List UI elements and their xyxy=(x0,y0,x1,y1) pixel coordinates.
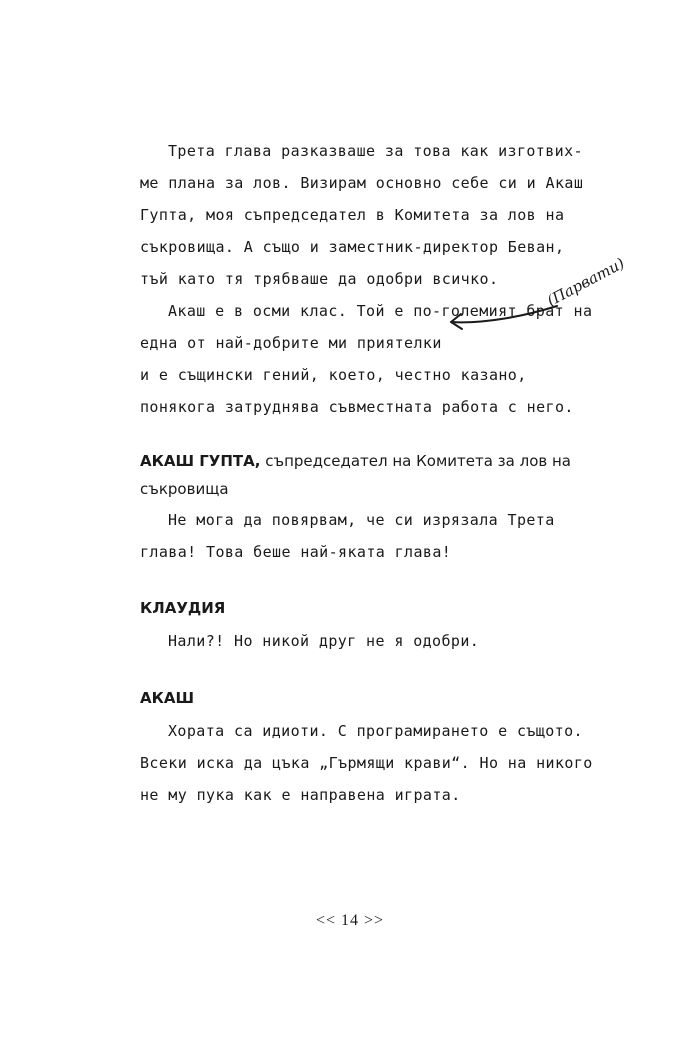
speaker-role-line: съкровища xyxy=(140,480,229,498)
speaker-role: съпредседател на Комитета за лов на xyxy=(260,452,571,470)
body-text-line: понякога затруднява съвместната работа с него. xyxy=(140,398,574,416)
dialogue-line: Всеки иска да цъка „Гърмящи крави“. Но на никого xyxy=(140,754,593,772)
dialogue-line: Не мога да повярвам, че си изрязала Трета xyxy=(168,511,555,529)
speaker-heading xyxy=(140,452,571,470)
arrow-icon xyxy=(445,300,565,340)
dialogue-line: Хората са идиоти. С програмирането е същото. xyxy=(168,722,583,740)
dialogue-line: не му пука как е направена играта. xyxy=(140,786,461,804)
page-number: << 14 >> xyxy=(315,912,385,929)
body-text-line: една от най-добрите ми приятелки xyxy=(140,334,442,352)
speaker-name: КЛАУДИЯ xyxy=(140,599,226,617)
body-text-line: съкровища. А също и заместник-директор Беван, xyxy=(140,238,565,256)
speaker-name: АКАШ xyxy=(140,689,195,707)
body-text-line: тъй като тя трябваше да одобри всичко. xyxy=(140,270,499,288)
body-text-line: ме плана за лов. Визирам основно себе си и Акаш xyxy=(140,174,584,192)
speaker-name: АКАШ ГУПТА, xyxy=(140,452,261,470)
margin-note: (Парвати) xyxy=(544,254,628,310)
dialogue-line: Нали?! Но никой друг не я одобри. xyxy=(168,632,480,650)
speaker-role-continued xyxy=(140,480,229,498)
body-text-line: Акаш е в осми клас. Той е по-големият брат на xyxy=(168,302,593,320)
body-text-line: Гупта, моя съпредседател в Комитета за лов на xyxy=(140,206,565,224)
body-text-line: Трета глава разказваше за това как изготвих- xyxy=(168,142,583,160)
body-text-line: и е същински гений, което, честно казано, xyxy=(140,366,527,384)
dialogue-line: глава! Това беше най-яката глава! xyxy=(140,543,452,561)
